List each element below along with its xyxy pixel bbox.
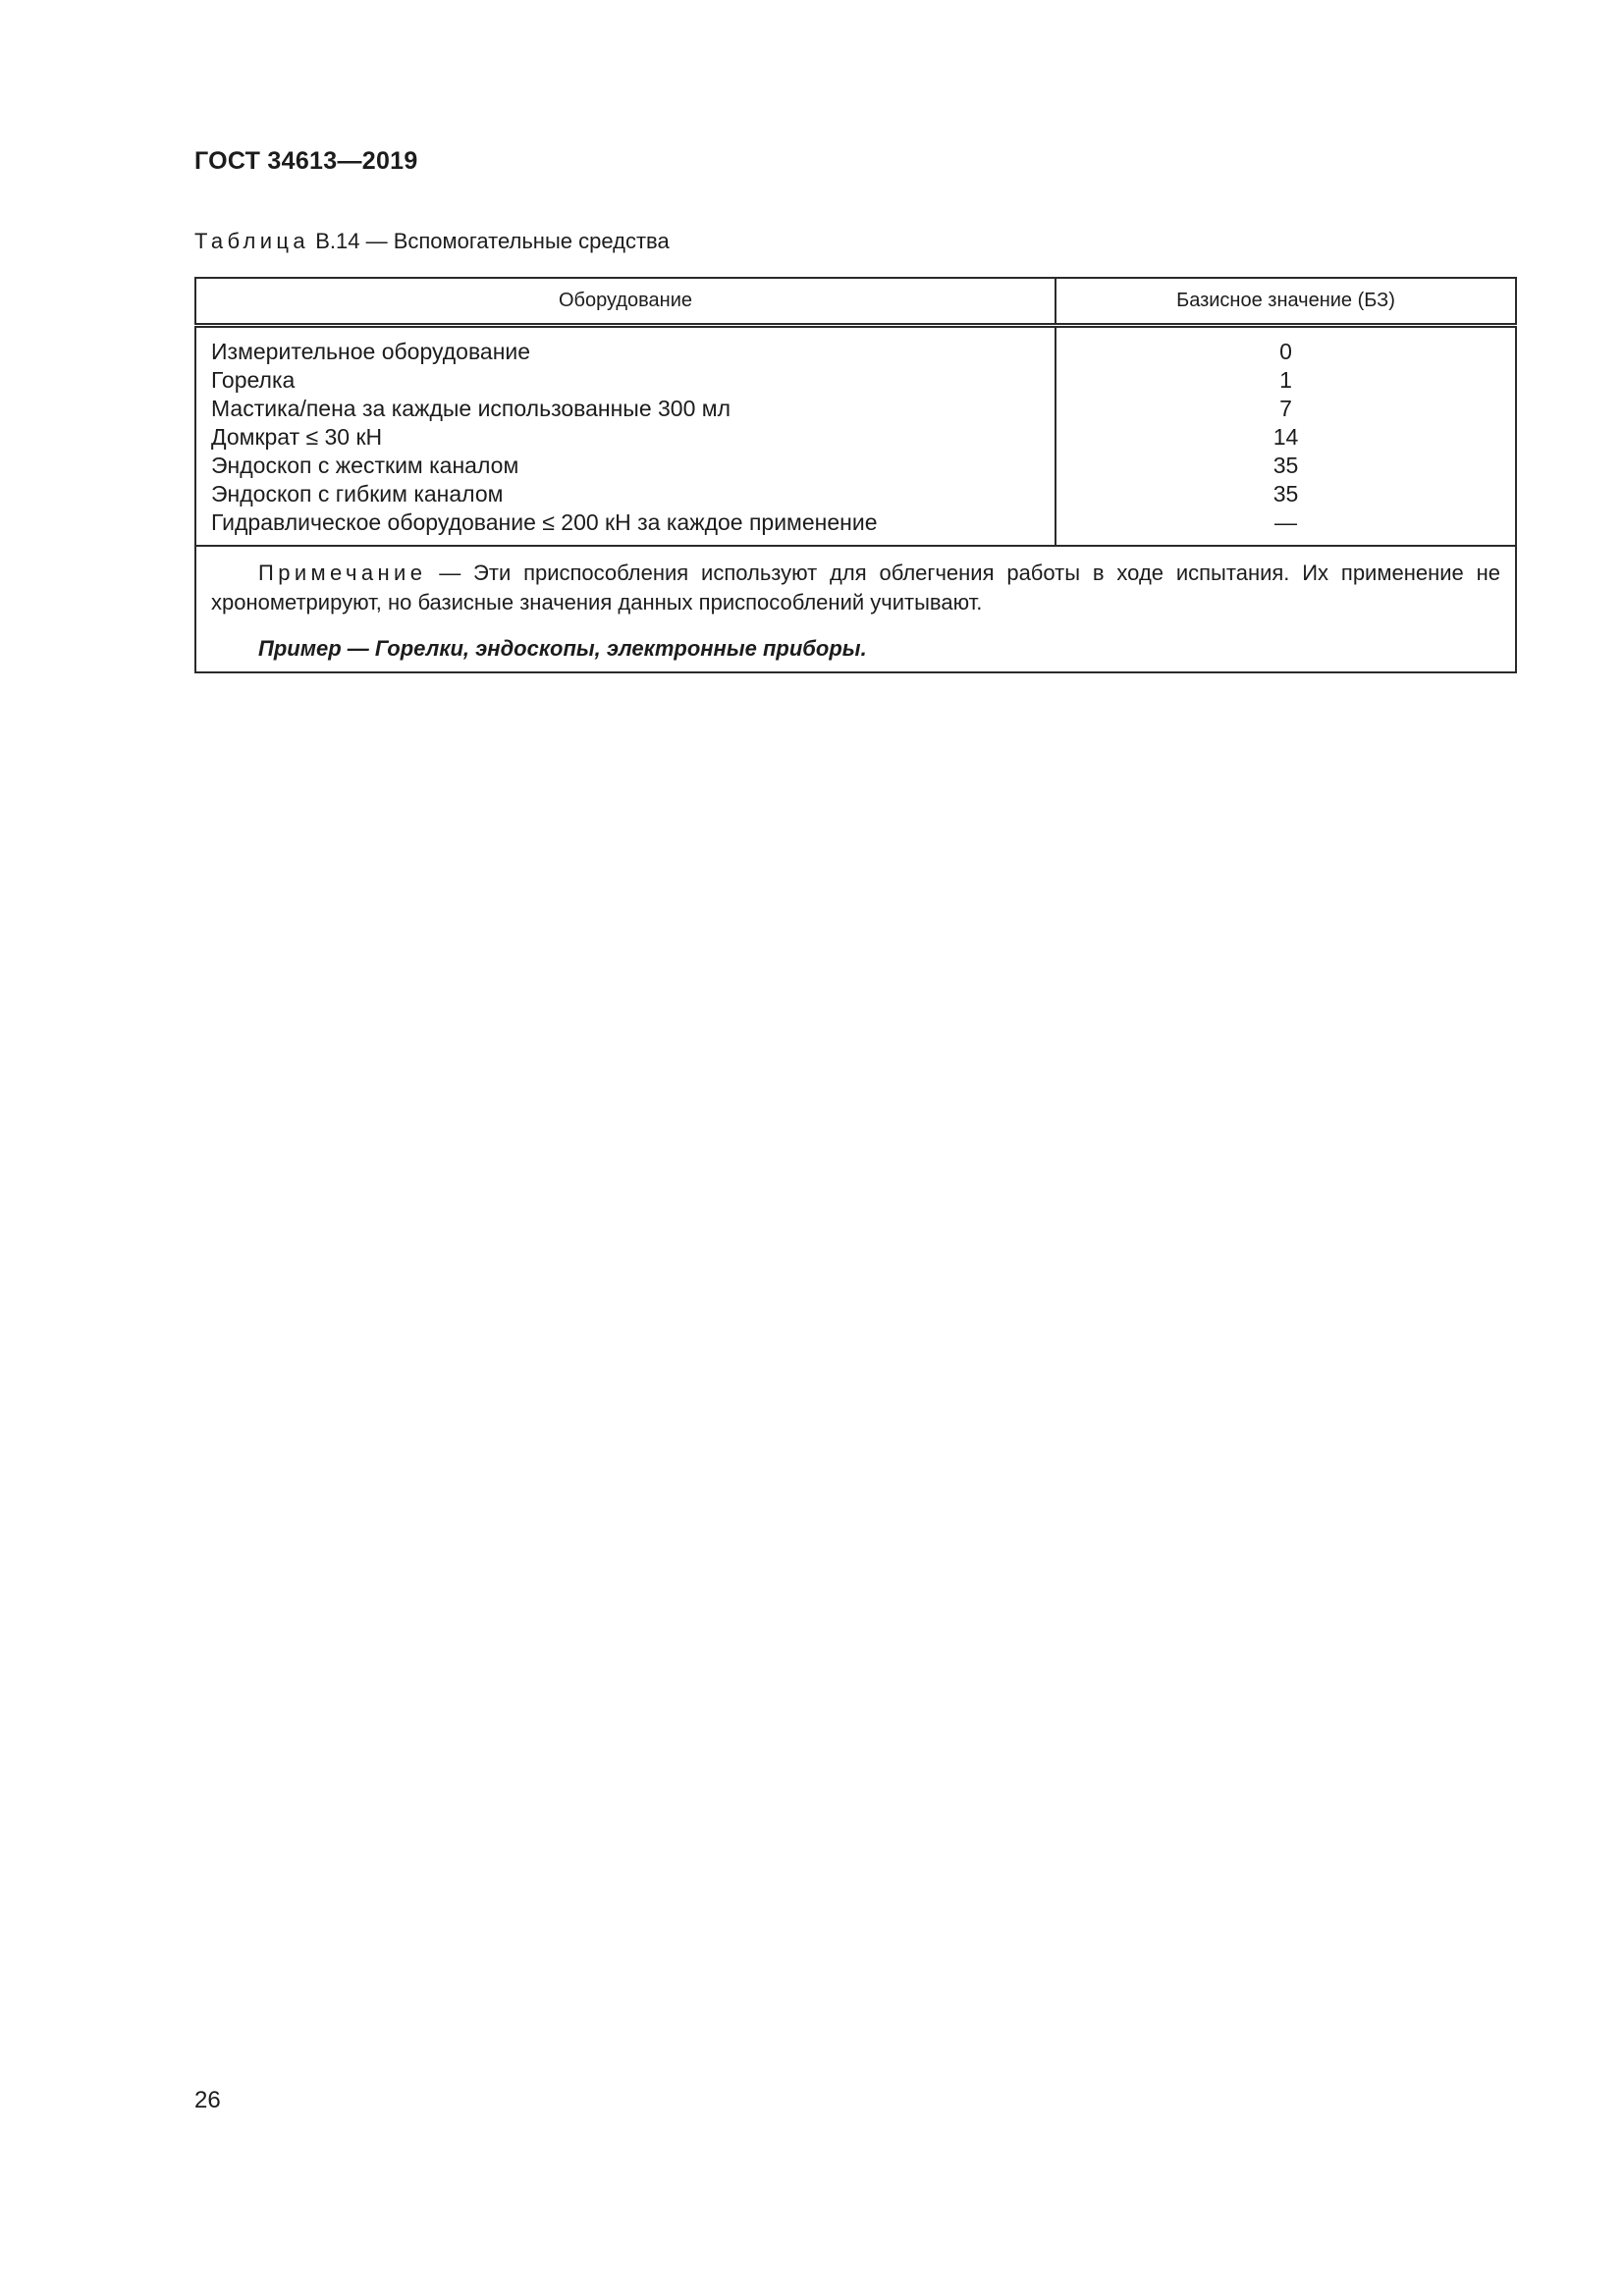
- table-note-row: [195, 546, 1516, 672]
- auxiliary-tools-table: [194, 277, 1517, 673]
- equipment-name: Эндоскоп с жестким каналом: [211, 453, 519, 478]
- equipment-name: Эндоскоп с гибким каналом: [211, 481, 504, 507]
- base-value: —: [1274, 509, 1297, 535]
- note-text: — Эти приспособления используют для облегчения работы в ходе испытания. Их применение не хронометрируют, но базисные значения данных приспособлений учитывают.: [211, 561, 1500, 614]
- table-example: Пример — Горелки, эндоскопы, электронные приборы.: [258, 636, 867, 661]
- page-number: 26: [194, 2087, 221, 2113]
- table-data-row: [195, 326, 1516, 547]
- table-header-row: [195, 278, 1516, 326]
- equipment-name: Измерительное оборудование: [211, 339, 531, 364]
- base-value: 1: [1279, 367, 1292, 393]
- column-header-equipment: Оборудование: [195, 278, 1056, 326]
- base-value: 0: [1279, 339, 1292, 364]
- table-note: [211, 559, 1500, 617]
- equipment-name: Горелка: [211, 367, 296, 393]
- base-value: 35: [1272, 481, 1299, 507]
- table-caption-label: Таблица: [194, 229, 310, 253]
- note-label: Примечание: [258, 561, 427, 585]
- column-header-base-value: Базисное значение (БЗ): [1176, 290, 1395, 311]
- equipment-name: Гидравлическое оборудование ≤ 200 кН за каждое применение: [211, 509, 878, 535]
- base-value: 7: [1279, 396, 1292, 421]
- document-code-header: ГОСТ 34613—2019: [194, 147, 418, 175]
- equipment-name: Домкрат ≤ 30 кН: [211, 424, 383, 450]
- equipment-name: Мастика/пена за каждые использованные 300 мл: [211, 396, 731, 421]
- base-value-cell: [1056, 326, 1516, 547]
- base-value: 35: [1272, 453, 1299, 478]
- table-caption: [194, 229, 670, 254]
- table-caption-number: В.14: [315, 229, 360, 253]
- table-caption-dash: —: [365, 229, 388, 253]
- note-cell: [195, 546, 1516, 672]
- equipment-cell: [195, 326, 1056, 547]
- base-value: 14: [1272, 424, 1299, 450]
- table-caption-title: Вспомогательные средства: [393, 229, 670, 253]
